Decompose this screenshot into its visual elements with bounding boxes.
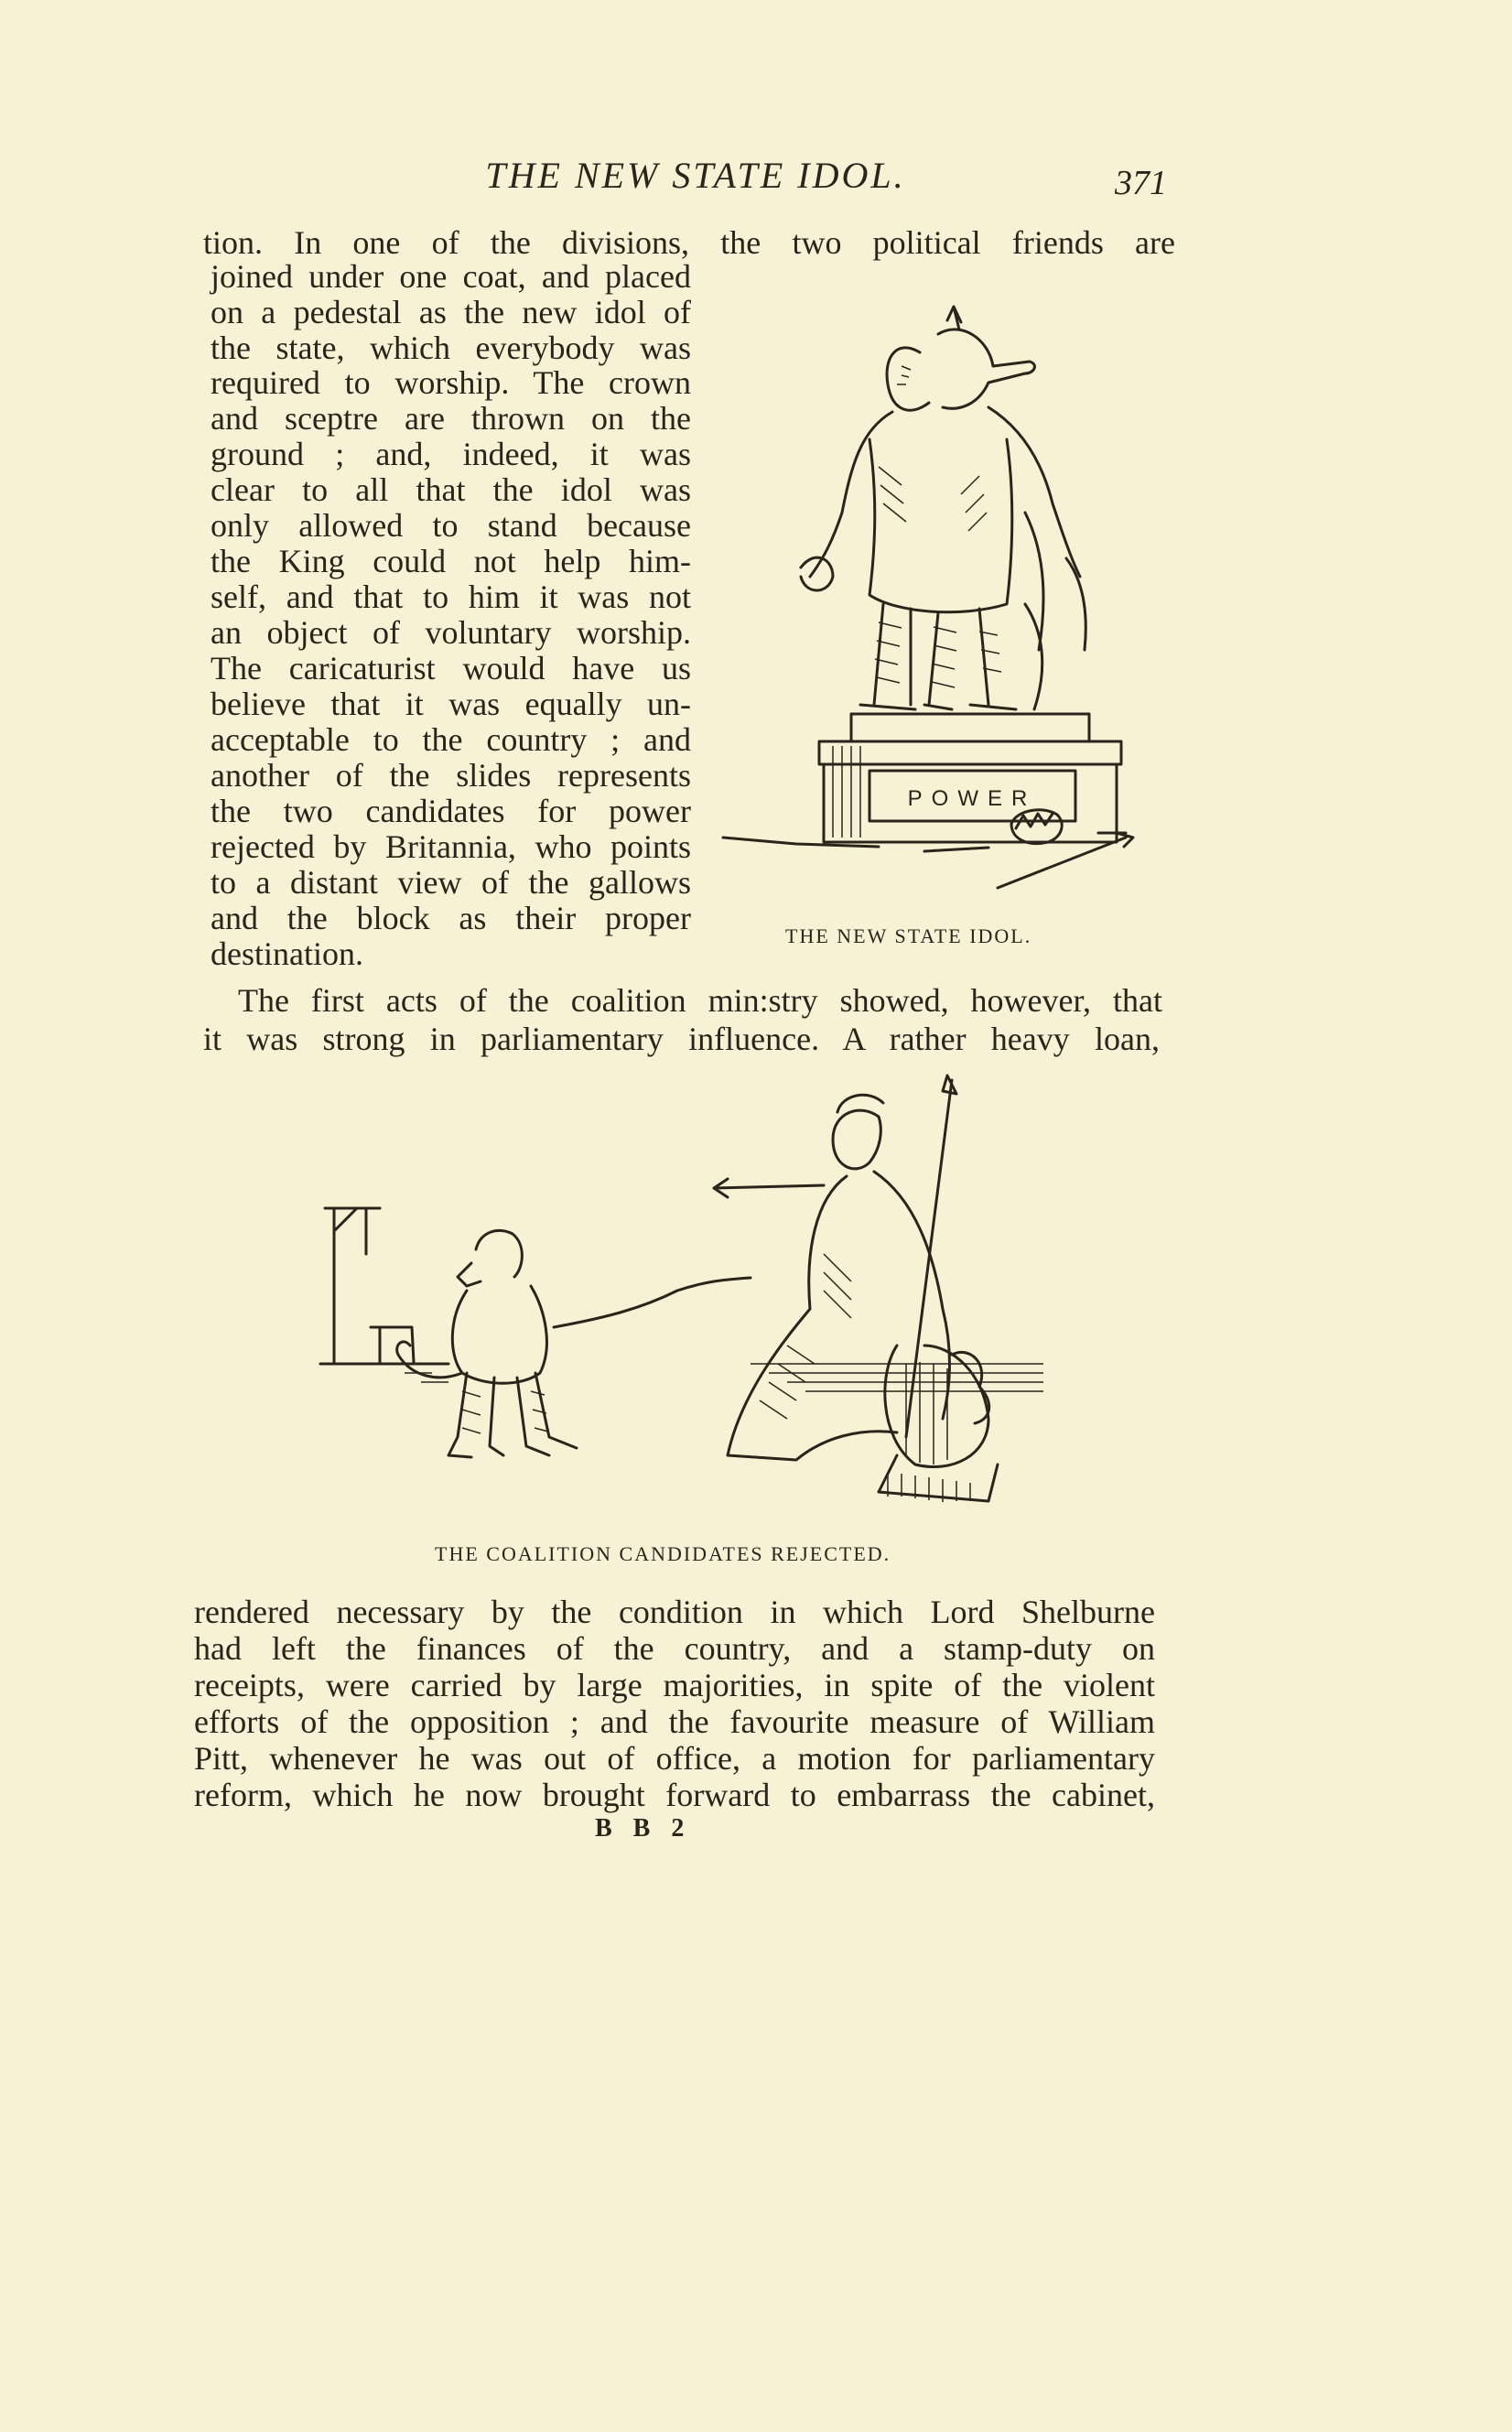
narrow-line: and sceptre are thrown on the bbox=[211, 400, 691, 437]
narrow-line: rejected by Britannia, who points bbox=[211, 828, 691, 865]
running-head: THE NEW STATE IDOL. bbox=[485, 155, 906, 196]
narrow-line: ground ; and, indeed, it was bbox=[211, 436, 691, 472]
pedestal-label: POWER bbox=[907, 786, 1037, 811]
paragraph-line: reform, which he now brought forward to embarrass the cabinet, bbox=[194, 1777, 1155, 1813]
paragraph-line: The first acts of the coalition min:stry showed, however, that bbox=[238, 982, 1162, 1019]
new-state-idol-illustration bbox=[714, 302, 1144, 924]
narrow-line: on a pedestal as the new idol of bbox=[211, 294, 691, 330]
narrow-line: destination. bbox=[211, 935, 363, 972]
narrow-line: joined under one coat, and placed bbox=[211, 258, 691, 295]
figure2-caption: THE COALITION CANDIDATES REJECTED. bbox=[435, 1542, 891, 1565]
narrow-line: clear to all that the idol was bbox=[211, 471, 691, 508]
first-line: tion. In one of the divisions, the two political friends are bbox=[203, 224, 1175, 261]
signature-mark: B B 2 bbox=[595, 1814, 692, 1843]
narrow-line: acceptable to the country ; and bbox=[211, 721, 691, 758]
narrow-line: The caricaturist would have us bbox=[211, 650, 691, 686]
narrow-line: another of the slides represents bbox=[211, 757, 691, 794]
coalition-candidates-illustration bbox=[311, 1071, 1043, 1529]
narrow-line: the state, which everybody was bbox=[211, 330, 691, 366]
paragraph-line: rendered necessary by the condition in which Lord Shelburne bbox=[194, 1594, 1155, 1630]
narrow-line: an object of voluntary worship. bbox=[211, 614, 691, 651]
page-number: 371 bbox=[1115, 164, 1167, 202]
paragraph-line: efforts of the opposition ; and the favourite measure of William bbox=[194, 1703, 1155, 1740]
narrow-line: the King could not help him- bbox=[211, 543, 691, 579]
narrow-line: to a distant view of the gallows bbox=[211, 864, 691, 901]
figure1-caption: THE NEW STATE IDOL. bbox=[785, 924, 1032, 947]
narrow-line: and the block as their proper bbox=[211, 900, 691, 936]
paragraph-line: had left the finances of the country, and a stamp-duty on bbox=[194, 1630, 1155, 1667]
narrow-line: self, and that to him it was not bbox=[211, 578, 691, 615]
paragraph-line: Pitt, whenever he was out of office, a motion for parliamentary bbox=[194, 1740, 1155, 1777]
paragraph-line: receipts, were carried by large majorities, in spite of the violent bbox=[194, 1667, 1155, 1703]
narrow-line: only allowed to stand because bbox=[211, 507, 691, 544]
narrow-line: believe that it was equally un- bbox=[211, 686, 691, 722]
paragraph-line: it was strong in parliamentary influence. A rather heavy loan, bbox=[203, 1021, 1160, 1057]
narrow-line: required to worship. The crown bbox=[211, 364, 691, 401]
narrow-line: the two candidates for power bbox=[211, 793, 691, 829]
